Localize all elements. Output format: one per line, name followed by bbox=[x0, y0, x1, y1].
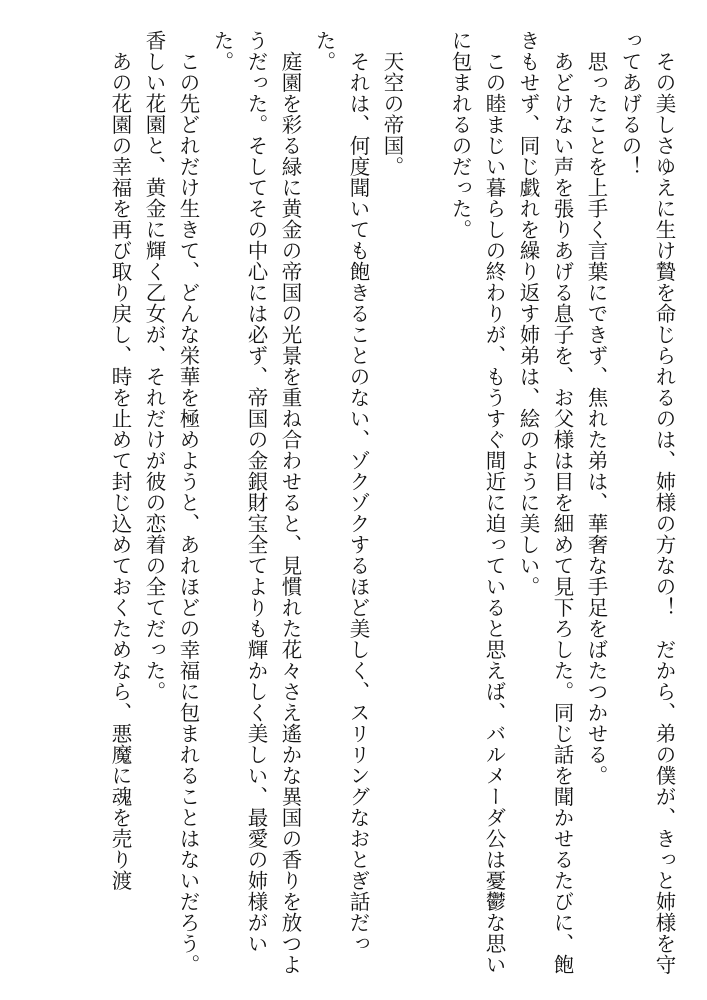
paragraph-4: この睦まじい暮らしの終わりが、もうすぐ間近に迫っていると思えば、バルメーダ公は憂鬱な思いに包まれるのだった。 bbox=[448, 30, 506, 975]
vertical-text-body bbox=[103, 30, 681, 980]
paragraph-8: この先どれだけ生きて、どんな栄華を極めようと、あれほどの幸福に包まれることはないだろう。香しい花園と、黄金に輝く乙女が、それだけが彼の恋着の全てだった。 bbox=[142, 30, 200, 975]
paragraph-5: 天空の帝国。 bbox=[380, 30, 404, 177]
paragraph-7: 庭園を彩る緑に黄金の帝国の光景を重ね合わせると、見慣れた花々さえ遙かな異国の香りを放つようだった。そしてその中心には必ず、帝国の金銀財宝全てよりも輝かしく美しい、最愛の姉様がいた。 bbox=[210, 30, 302, 975]
paragraph-3: あどけない声を張りあげる息子を、お父様は目を細めて見下ろした。同じ話を聞かせるたびに、飽きもせず、同じ戯れを繰り返す姉弟は、絵のように美しい。 bbox=[516, 30, 574, 975]
paragraph-2: 思ったことを上手く言葉にできず、焦れた弟は、華奢な手足をばたつかせる。 bbox=[584, 30, 608, 786]
paragraph-9: あの花園の幸福を再び取り戻し、時を止めて封じ込めておくためなら、悪魔に魂を売り渡 bbox=[108, 30, 132, 891]
paragraph-1: その美しさゆえに生け贄を命じられるのは、姉様の方なの！ だから、弟の僕が、きっと姉様を守ってあげるの！ bbox=[618, 30, 676, 975]
paragraph-6: それは、何度聞いても飽きることのない、ゾクゾクするほど美しく、スリリングなおとぎ話だった。 bbox=[312, 30, 370, 954]
section-break bbox=[409, 30, 443, 980]
